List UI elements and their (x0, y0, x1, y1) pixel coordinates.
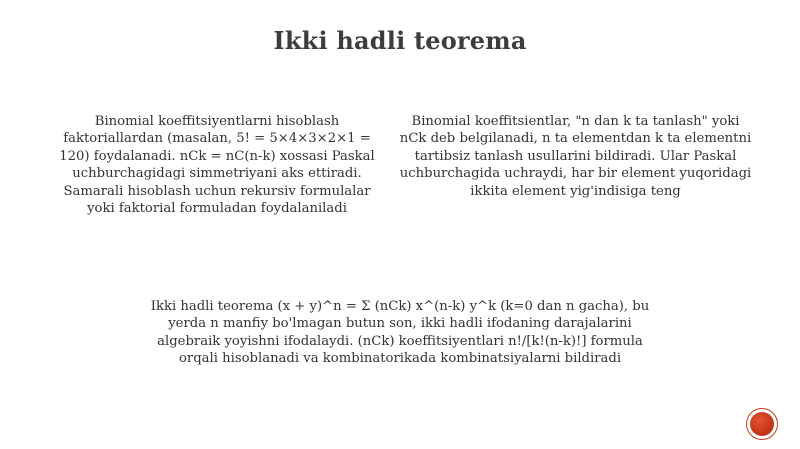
paragraph-right: Binomial koeffitsientlar, "n dan k ta tanlash" yoki nCk deb belgilanadi, n ta elementdan k ta elementni tartibsiz tanlash usullarini bildiradi. Ular Paskal uchburchagida uchraydi, har bir element yuqoridagi ikkita element yig'indisiga teng (399, 114, 752, 199)
next-slide-button[interactable] (746, 408, 778, 440)
paragraph-bottom: Ikki hadli teorema (x + y)^n = Σ (nCk) x^(n-k) y^k (k=0 dan n gacha), bu yerda n manfiy bo'lmagan butun son, ikki hadli ifodaning darajalarini algebraik yoyishni ifodalaydi. (nCk) koeffitsiyentlari n!/[k!(n-k)!] formula orqali hisoblanadi va kombinatorikada kombinatsiyalarni bildiradi (150, 299, 650, 367)
paragraph-left: Binomial koeffitsiyentlarni hisoblash faktoriallardan (masalan, 5! = 5×4×3×2×1 = 120) foydalanadi. nCk = nC(n-k) xossasi Paskal uchburchagidagi simmetriyani aks ettiradi. Samarali hisoblash uchun rekursiv formulalar yoki faktorial formuladan foydalaniladi (59, 114, 375, 217)
slide-title: Ikki hadli teorema (273, 26, 527, 55)
red-circle-icon (750, 412, 774, 436)
